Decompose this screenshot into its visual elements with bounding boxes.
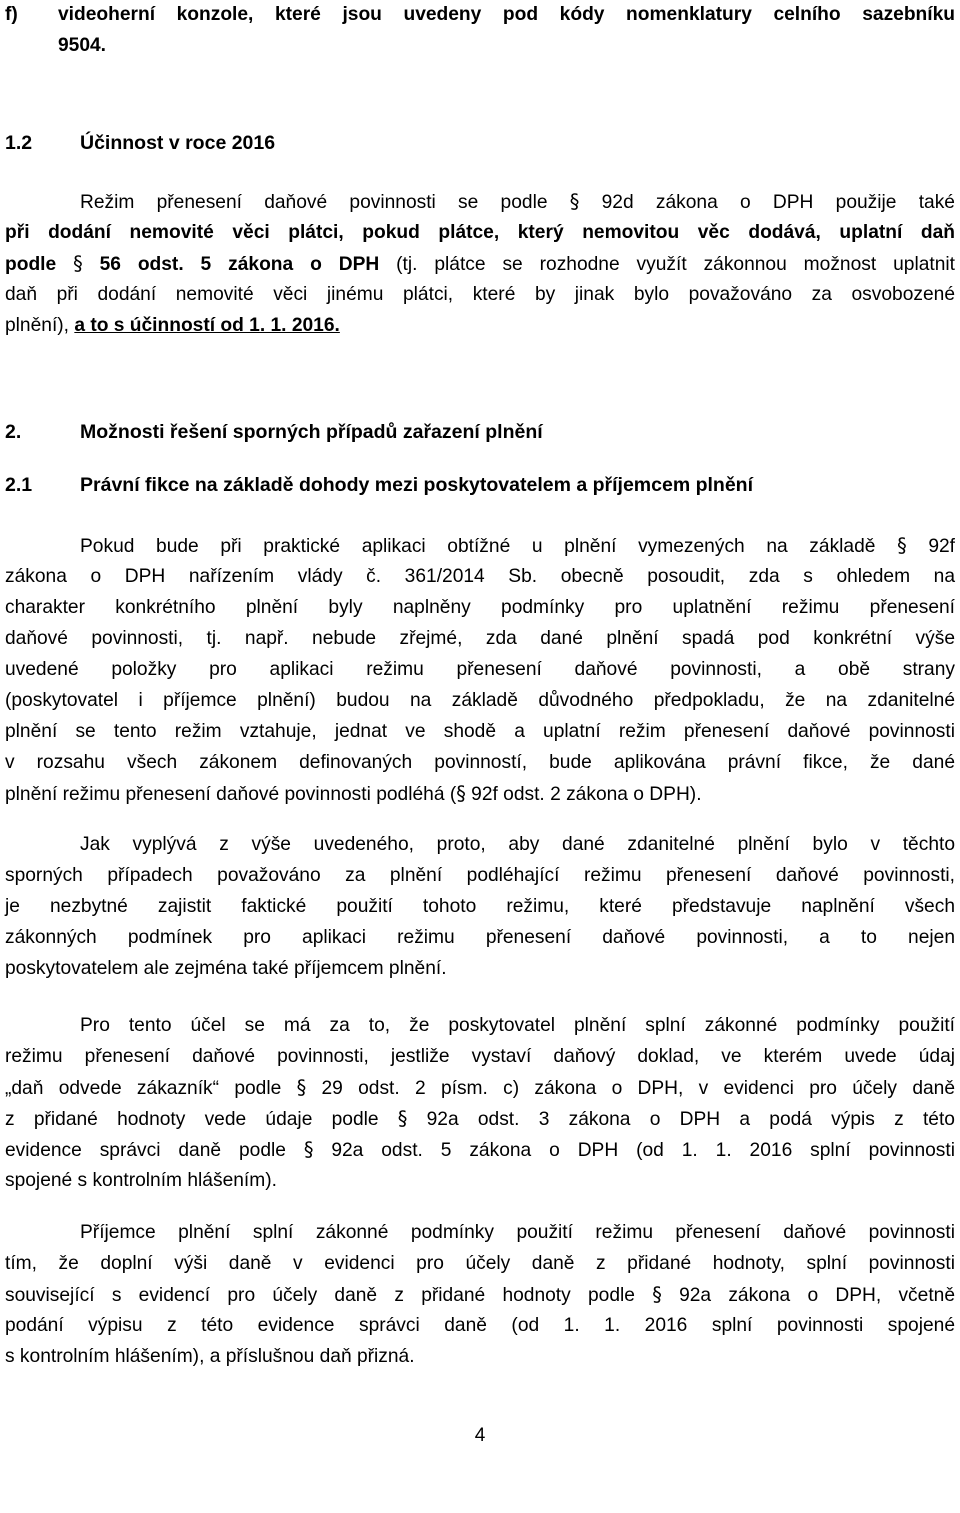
text-line: „daň odvede zákazník“ podle § 29 odst. 2 písm. c) zákona o DPH, v evidenci pro účely daně xyxy=(5,1076,956,1099)
item-f-marker: f) xyxy=(5,4,18,25)
item-f-line-2: 9504. xyxy=(58,35,107,56)
text-line: sporných případech považováno za plnění podléhající režimu přenesení daňové povinnosti, xyxy=(5,865,955,886)
text-line: zákona o DPH nařízením vlády č. 361/2014 Sb. obecně posoudit, zda s ohledem na xyxy=(5,566,955,587)
section-sign: § xyxy=(303,1138,314,1161)
text-line: daňové povinnosti, tj. např. nebude zřejmé, zda dané plnění spadá pod konkrétní výše xyxy=(5,628,955,649)
text-line: plnění režimu přenesení daňové povinnosti podléhá (§ 92f odst. 2 zákona o DPH). xyxy=(5,782,702,805)
text-line: evidence správci daně podle § 92a odst. 5 zákona o DPH (od 1. 1. 2016 splní povinnosti xyxy=(5,1138,955,1161)
page-number: 4 xyxy=(474,1425,486,1446)
text-line: je nezbytné zajistit faktické použití tohoto režimu, které představuje naplnění všech xyxy=(5,896,955,917)
section-sign: § xyxy=(296,1076,307,1099)
text-line: Jak vyplývá z výše uvedeného, proto, aby dané zdanitelné plnění bylo v těchto xyxy=(80,834,955,855)
section-sign: § xyxy=(652,1283,662,1306)
text-line: při dodání nemovité věci plátci, pokud plátce, který nemovitou věc dodává, uplatní daň xyxy=(5,222,955,243)
section-title-2: Možnosti řešení sporných případů zařazení plnění xyxy=(80,421,543,443)
text-line: s kontrolním hlášením), a příslušnou daň přizná. xyxy=(5,1346,415,1367)
text-line: Pro tento účel se má za to, že poskytovatel plnění splní zákonné podmínky použití xyxy=(80,1015,955,1036)
text-line: plnění se tento režim vztahuje, jednat ve shodě a uplatní režim přenesení daňové povinnosti xyxy=(5,721,955,742)
text-line: režimu přenesení daňové povinnosti, jestliže vystaví daňový doklad, ve kterém uvede údaj xyxy=(5,1046,955,1067)
section-sign: § xyxy=(456,782,466,805)
text-line: daň při dodání nemovité věci jinému plátci, které by jinak bylo považováno za osvobozené xyxy=(5,284,955,305)
section-heading-1-2: 1.2 xyxy=(5,132,33,154)
section-heading-2-1: 2.1 xyxy=(5,474,33,496)
section-heading-2: 2. xyxy=(5,421,22,443)
text-line: charakter konkrétního plnění byly naplněny podmínky pro uplatnění režimu přenesení xyxy=(5,597,955,618)
section-sign: § xyxy=(397,1107,408,1130)
section-title-1-2: Účinnost v roce 2016 xyxy=(80,132,276,154)
text-line: Pokud bude při praktické aplikaci obtížné u plnění vymezených na základě § 92f xyxy=(80,534,955,557)
text-line: Režim přenesení daňové povinnosti se podle § 92d zákona o DPH použije také xyxy=(80,190,955,213)
section-sign: § xyxy=(897,534,907,557)
text-line: v rozsahu všech zákonem definovaných povinností, bude aplikována právní fikce, že dané xyxy=(5,752,955,773)
item-f-line-1: f) videoherní konzole, které jsou uvedeny pod kódy nomenklatury celního sazebníku xyxy=(5,4,955,25)
text-line: Příjemce plnění splní zákonné podmínky použití režimu přenesení daňové povinnosti xyxy=(80,1222,955,1243)
text-line: z přidané hodnoty vede údaje podle § 92a odst. 3 zákona o DPH a podá výpis z této xyxy=(5,1107,955,1130)
text-line: podání výpisu z této evidence správci daně (od 1. 1. 2016 splní povinnosti spojené xyxy=(5,1315,955,1336)
section-title-2-1: Právní fikce na základě dohody mezi poskytovatelem a příjemcem plnění xyxy=(80,474,753,496)
text-line: podle § 56 odst. 5 zákona o DPH (tj. plátce se rozhodne využít zákonnou možnost uplatnit xyxy=(5,252,955,275)
text-line: plnění), a to s účinností od 1. 1. 2016. xyxy=(5,315,340,336)
text-line: uvedené položky pro aplikaci režimu přenesení daňové povinnosti, a obě strany xyxy=(5,659,955,680)
text-line: tím, že doplní výši daně v evidenci pro účely daně z přidané hodnoty, splní povinnosti xyxy=(5,1253,955,1274)
section-sign: § xyxy=(73,252,83,275)
text-line: (poskytovatel i příjemce plnění) budou na základě důvodného předpokladu, že na zdanitelné xyxy=(5,690,955,711)
text-line: spojené s kontrolním hlášením). xyxy=(5,1170,277,1191)
text-line: související s evidencí pro účely daně z přidané hodnoty podle § 92a zákona o DPH, včetně xyxy=(5,1283,955,1306)
section-sign: § xyxy=(569,190,580,213)
text-line: poskytovatelem ale zejména také příjemcem plnění. xyxy=(5,958,447,979)
text-line: zákonných podmínek pro aplikaci režimu přenesení daňové povinnosti, a to nejen xyxy=(5,927,955,948)
